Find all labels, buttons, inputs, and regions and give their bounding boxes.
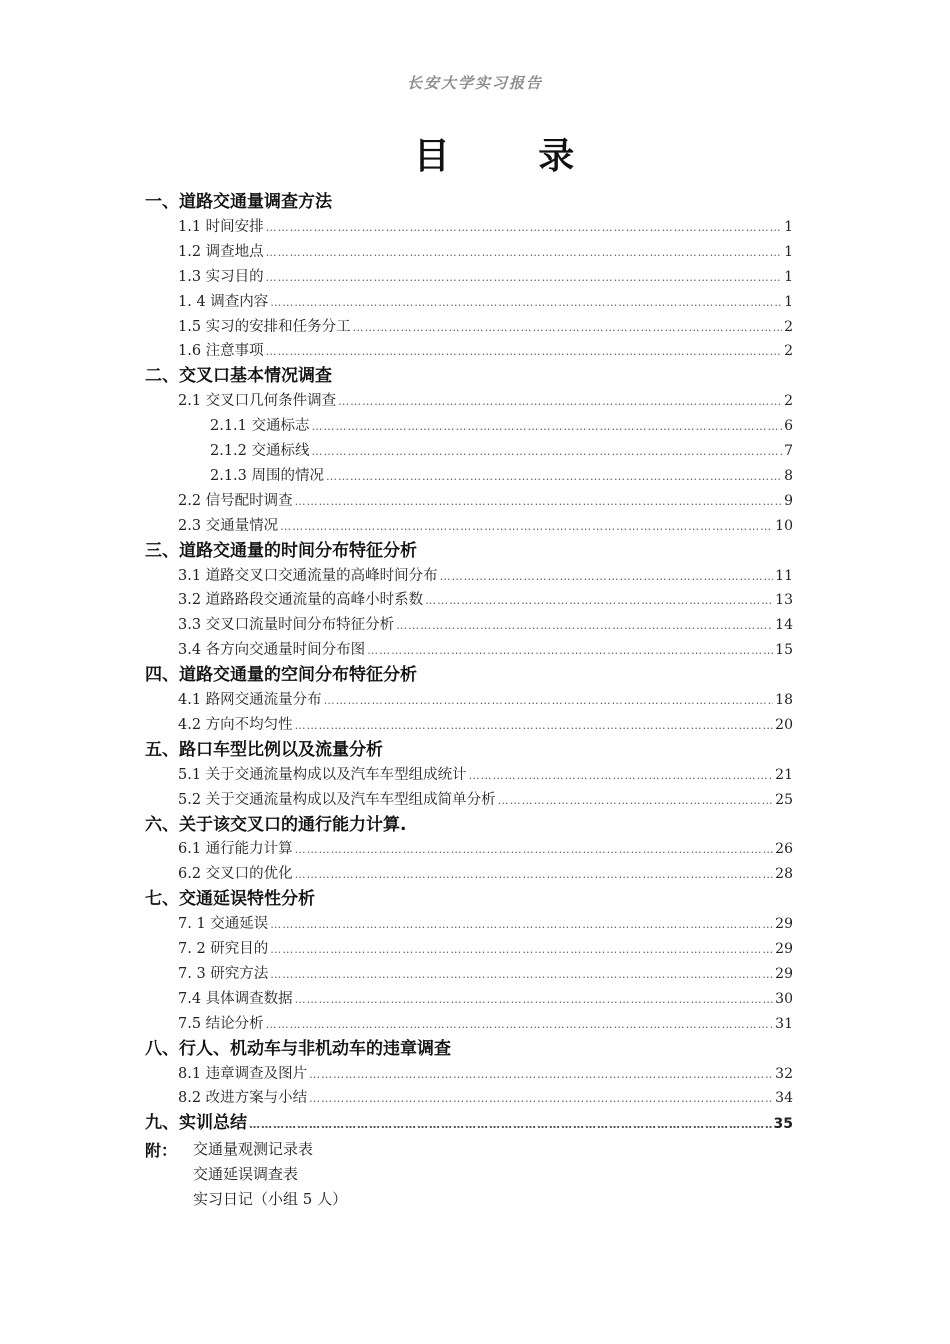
toc-entry[interactable] bbox=[178, 215, 793, 239]
toc-dot-leader bbox=[367, 639, 773, 663]
toc-page-number: 15 bbox=[775, 642, 793, 659]
toc-entry[interactable] bbox=[178, 713, 793, 737]
toc-entry[interactable] bbox=[210, 414, 793, 438]
toc-page-number: 26 bbox=[775, 841, 793, 858]
toc-page-number: 34 bbox=[775, 1090, 793, 1107]
toc-entry-label: 1.5 实习的安排和任务分工 bbox=[178, 318, 351, 335]
toc-entry-label: 6.2 交叉口的优化 bbox=[178, 866, 293, 883]
toc-page-number: 8 bbox=[784, 467, 793, 484]
toc-page-number: 7 bbox=[784, 443, 793, 459]
toc-dot-leader bbox=[295, 714, 774, 738]
toc-dot-leader bbox=[324, 689, 774, 713]
toc-entry[interactable] bbox=[178, 1086, 793, 1110]
toc-dot-leader bbox=[312, 440, 783, 464]
toc-page-number: 11 bbox=[775, 567, 793, 584]
toc-dot-leader bbox=[270, 963, 773, 987]
toc-entry-label: 2.3 交通量情况 bbox=[178, 517, 279, 534]
toc-entry[interactable] bbox=[178, 489, 793, 513]
toc-entry[interactable] bbox=[178, 1012, 793, 1036]
toc-entry-label: 五、路口车型比例以及流量分析 bbox=[145, 739, 383, 760]
toc-page-number: 14 bbox=[775, 617, 793, 634]
toc-entry-label: 5.2 关于交通流量构成以及汽车车型组成简单分析 bbox=[178, 791, 496, 808]
toc-dot-leader bbox=[353, 316, 782, 340]
toc-page-number: 28 bbox=[775, 866, 793, 883]
toc-chapter-heading[interactable] bbox=[145, 887, 793, 911]
toc-chapter-heading[interactable] bbox=[145, 738, 793, 762]
toc-entry[interactable] bbox=[210, 439, 793, 463]
toc-entry-label: 一、道路交通量调查方法 bbox=[145, 192, 332, 212]
toc-entry[interactable] bbox=[178, 588, 793, 612]
toc-entry[interactable] bbox=[178, 688, 793, 712]
toc-entry-label: 七、交通延误特性分析 bbox=[145, 889, 315, 910]
toc-dot-leader bbox=[309, 1087, 773, 1111]
toc-page-number: 29 bbox=[775, 916, 793, 933]
toc-dot-leader bbox=[295, 490, 782, 514]
toc-dot-leader bbox=[266, 340, 782, 364]
toc-entry[interactable] bbox=[178, 638, 793, 662]
toc-entry-label: 7.5 结论分析 bbox=[178, 1015, 264, 1032]
toc-entry[interactable] bbox=[178, 389, 793, 413]
toc-entry-label: 2.1.1 交通标志 bbox=[210, 418, 310, 435]
toc-entry-label: 3.2 道路路段交通流量的高峰小时系数 bbox=[178, 592, 424, 609]
toc-dot-leader bbox=[425, 589, 773, 613]
toc-dot-leader bbox=[266, 1013, 774, 1037]
toc-entry-label: 2.1.3 周围的情况 bbox=[210, 467, 325, 484]
toc-entry-label: 7.4 具体调查数据 bbox=[178, 990, 293, 1007]
toc-entry-label: 6.1 通行能力计算 bbox=[178, 841, 293, 858]
toc-entry[interactable] bbox=[178, 987, 793, 1011]
toc-page-number: 9 bbox=[784, 492, 793, 509]
toc-entry-label: 7. 1 交通延误 bbox=[178, 916, 269, 933]
toc-entry-label: 3.1 道路交叉口交通流量的高峰时间分布 bbox=[178, 567, 438, 584]
toc-page-number: 13 bbox=[775, 592, 793, 609]
toc-page-number: 1 bbox=[784, 218, 793, 235]
toc-dot-leader bbox=[295, 988, 774, 1012]
toc-title: 目 录 bbox=[413, 136, 613, 177]
toc-page-number: 30 bbox=[775, 990, 793, 1007]
toc-dot-leader bbox=[249, 1113, 772, 1137]
toc-page-number: 6 bbox=[784, 418, 793, 435]
toc-page-number: 21 bbox=[775, 766, 793, 783]
toc-entry-label: 四、道路交通量的空间分布特征分析 bbox=[145, 665, 417, 686]
toc-page-number: 2 bbox=[784, 318, 793, 335]
toc-entry[interactable] bbox=[178, 1062, 793, 1086]
toc-entry[interactable] bbox=[178, 763, 793, 787]
toc-entry-label: 7. 2 研究目的 bbox=[178, 941, 269, 957]
toc-dot-leader bbox=[280, 515, 773, 539]
toc-entry[interactable] bbox=[178, 788, 793, 812]
toc-dot-leader bbox=[326, 465, 782, 489]
running-header: 长安大学实习报告 bbox=[406, 74, 543, 92]
toc-chapter-heading[interactable] bbox=[145, 663, 793, 687]
toc-dot-leader bbox=[266, 241, 782, 265]
toc-entry-label: 8.1 违章调查及图片 bbox=[178, 1065, 308, 1082]
toc-entry-label: 2.1 交叉口几何条件调查 bbox=[178, 393, 337, 410]
toc-dot-leader bbox=[266, 266, 782, 290]
toc-entry-label: 2.1.2 交通标线 bbox=[210, 443, 310, 459]
toc-page-number: 32 bbox=[775, 1065, 793, 1082]
toc-entry[interactable] bbox=[178, 315, 793, 339]
toc-dot-leader bbox=[270, 913, 773, 937]
toc-entry-label: 1.2 调查地点 bbox=[178, 243, 264, 260]
toc-entry-label: 1. 4 调查内容 bbox=[178, 293, 269, 310]
toc-entry[interactable] bbox=[178, 290, 793, 314]
toc-page-number: 10 bbox=[775, 517, 793, 534]
toc-entry[interactable] bbox=[178, 265, 793, 289]
appendix-item: 实习日记（小组 5 人） bbox=[193, 1190, 348, 1208]
toc-dot-leader bbox=[295, 838, 774, 862]
toc-dot-leader bbox=[396, 614, 773, 638]
toc-chapter-heading[interactable] bbox=[145, 1111, 793, 1135]
appendix-label: 附： bbox=[145, 1141, 178, 1160]
toc-entry-label: 7. 3 研究方法 bbox=[178, 965, 269, 982]
toc-dot-leader bbox=[498, 789, 774, 813]
appendix-item: 交通延误调查表 bbox=[193, 1165, 299, 1183]
toc-entry[interactable] bbox=[178, 912, 793, 936]
toc-entry[interactable] bbox=[178, 339, 793, 363]
toc-chapter-heading[interactable] bbox=[145, 364, 793, 388]
toc-dot-leader bbox=[266, 216, 782, 240]
toc-entry[interactable] bbox=[178, 937, 793, 961]
toc-entry-label: 1.3 实习目的 bbox=[178, 268, 264, 285]
toc-chapter-heading[interactable] bbox=[145, 813, 793, 837]
toc-page-number: 31 bbox=[775, 1015, 793, 1032]
toc-page-number: 2 bbox=[784, 393, 793, 410]
appendix-item: 交通量观测记录表 bbox=[193, 1140, 314, 1158]
toc-entry[interactable] bbox=[178, 862, 793, 886]
toc-entry-label: 九、实训总结 bbox=[145, 1113, 247, 1134]
toc-page-number: 18 bbox=[775, 692, 793, 708]
toc-entry-label: 2.2 信号配时调查 bbox=[178, 492, 293, 509]
toc-dot-leader bbox=[295, 863, 774, 887]
toc-entry[interactable] bbox=[178, 962, 793, 986]
toc-page-number: 35 bbox=[773, 1116, 793, 1133]
toc-dot-leader bbox=[338, 390, 782, 414]
toc-entry-label: 3.4 各方向交通量时间分布图 bbox=[178, 642, 366, 659]
toc-chapter-heading[interactable] bbox=[145, 190, 793, 214]
toc-entry[interactable] bbox=[210, 464, 793, 488]
toc-entry-label: 4.1 路网交通流量分布 bbox=[178, 692, 322, 708]
toc-chapter-heading[interactable] bbox=[145, 1037, 793, 1061]
toc-page-number: 2 bbox=[784, 343, 793, 360]
toc-page-number: 1 bbox=[784, 268, 793, 285]
toc-entry-label: 1.6 注意事项 bbox=[178, 343, 264, 360]
toc-entry[interactable] bbox=[178, 837, 793, 861]
toc-page-number: 29 bbox=[775, 941, 793, 957]
toc-entry-label: 5.1 关于交通流量构成以及汽车车型组成统计 bbox=[178, 766, 467, 783]
toc-dot-leader bbox=[270, 291, 782, 315]
toc-entry[interactable] bbox=[178, 514, 793, 538]
toc-page-number: 1 bbox=[784, 243, 793, 260]
toc-entry-label: 六、关于该交叉口的通行能力计算. bbox=[145, 814, 407, 835]
toc-entry[interactable] bbox=[178, 564, 793, 588]
toc-chapter-heading[interactable] bbox=[145, 539, 793, 563]
toc-dot-leader bbox=[469, 764, 774, 788]
toc-page-number: 29 bbox=[775, 965, 793, 982]
toc-page-number: 25 bbox=[775, 791, 793, 808]
toc-dot-leader bbox=[312, 415, 783, 439]
toc-dot-leader bbox=[309, 1063, 773, 1087]
toc-entry-label: 4.2 方向不均匀性 bbox=[178, 716, 293, 733]
toc-entry[interactable] bbox=[178, 613, 793, 637]
toc-entry-label: 三、道路交通量的时间分布特征分析 bbox=[145, 540, 417, 561]
toc-dot-leader bbox=[440, 565, 774, 589]
toc-dot-leader bbox=[270, 938, 773, 962]
toc-page-number: 1 bbox=[784, 293, 793, 310]
toc-entry-label: 二、交叉口基本情况调查 bbox=[145, 366, 332, 387]
toc-entry-label: 八、行人、机动车与非机动车的违章调查 bbox=[145, 1038, 451, 1059]
toc-entry[interactable] bbox=[178, 240, 793, 264]
toc-entry-label: 8.2 改进方案与小结 bbox=[178, 1090, 308, 1107]
toc-entry-label: 3.3 交叉口流量时间分布特征分析 bbox=[178, 617, 395, 634]
toc-page-number: 20 bbox=[775, 716, 793, 733]
toc-entry-label: 1.1 时间安排 bbox=[178, 218, 264, 235]
